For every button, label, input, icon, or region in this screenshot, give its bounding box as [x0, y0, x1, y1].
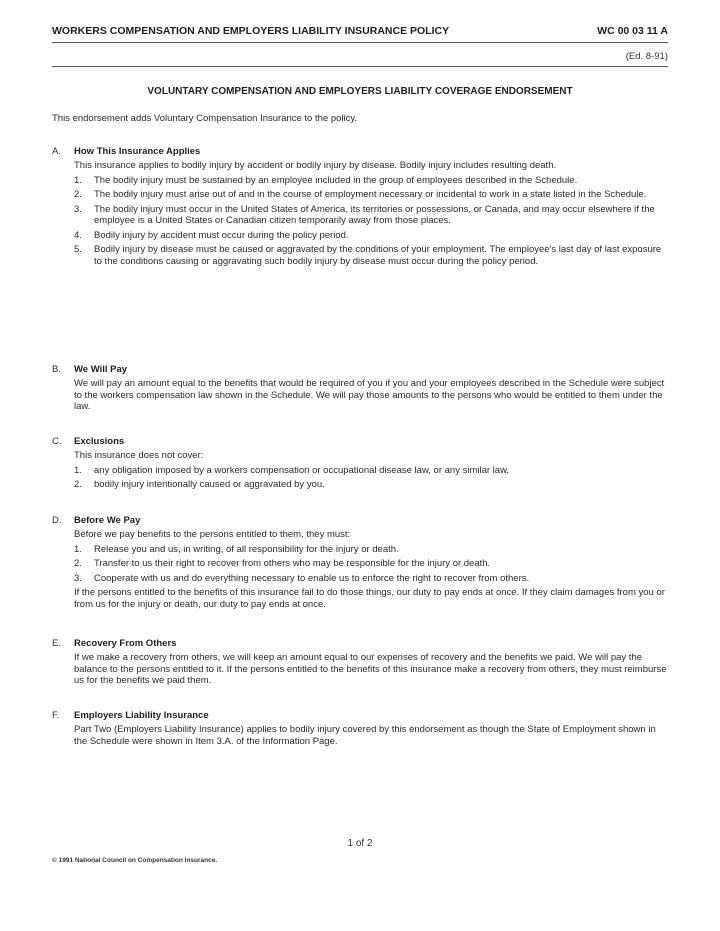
item-number: 2.: [74, 189, 82, 200]
list-item: [74, 175, 668, 187]
list-item: [74, 244, 668, 267]
item-number: 3.: [74, 203, 82, 215]
item-text: Release you and us, in writing, of all responsibility for the injury or death.: [94, 543, 399, 555]
section-a-lead: This insurance applies to bodily injury by accident or bodily injury by disease. Bodily injury includes resulting death.: [74, 160, 557, 171]
section-e: [52, 638, 668, 687]
list-item: [74, 544, 668, 556]
item-number: 1.: [74, 464, 82, 476]
section-d: [52, 515, 668, 610]
section-f: [52, 710, 668, 747]
intro-text: This endorsement adds Voluntary Compensation Insurance to the policy.: [52, 113, 358, 124]
item-text: Bodily injury by accident must occur during the policy period.: [94, 229, 349, 241]
page-header: [52, 25, 668, 39]
section-f-text: Part Two (Employers Liability Insurance) applies to bodily injury covered by this endorsement as though the State of Employment shown in the Schedule were shown in Item 3.A. of the Information Page.: [74, 724, 656, 747]
item-number: 5.: [74, 244, 82, 255]
section-title: Employers Liability Insurance: [74, 710, 209, 721]
section-title: How This Insurance Applies: [74, 146, 201, 157]
item-text: The bodily injury must arise out of and in the course of employment necessary or incidental to work in a state listed in the Schedule.: [94, 189, 647, 200]
section-title: We Will Pay: [74, 364, 128, 375]
section-b: [52, 364, 668, 413]
section-a: [52, 146, 668, 267]
copyright-notice: © 1991 National Council on Compensation Insurance.: [52, 857, 218, 864]
section-c-heading: [52, 436, 668, 450]
edition-date: (Ed. 8-91): [625, 51, 668, 62]
section-b-heading: [52, 364, 668, 378]
list-item: [74, 189, 668, 201]
item-text: Bodily injury by disease must be caused or aggravated by the conditions of your employment. The employee's last day of last exposure to the conditions causing or aggravating such bodily injury by disease must occur during the policy period.: [94, 244, 662, 267]
item-text: any obligation imposed by a workers compensation or occupational disease law, or any similar law.: [94, 464, 510, 476]
section-title: Exclusions: [74, 436, 125, 447]
section-b-text: We will pay an amount equal to the benefits that would be required of you if you and your employees described in the Schedule were subject to the workers compensation law shown in the Schedule. We will pay those amounts to the persons who would be entitled to them under the law.: [74, 378, 665, 412]
list-item: [74, 204, 668, 227]
item-text: Transfer to us their right to recover from others who may be responsible for the injury or death.: [94, 558, 491, 569]
section-d-heading: [52, 515, 668, 529]
section-f-heading: [52, 710, 668, 724]
list-item: [74, 465, 668, 477]
item-text: Cooperate with us and do everything necessary to enable us to enforce the right to recover from others.: [94, 572, 530, 584]
list-item: [74, 573, 668, 585]
section-e-heading: [52, 638, 668, 652]
section-title: Before We Pay: [74, 515, 141, 526]
section-d-lead: Before we pay benefits to the persons entitled to them, they must:: [74, 529, 351, 540]
list-item: [74, 479, 668, 491]
section-a-heading: [52, 146, 668, 160]
edition-divider: [52, 66, 668, 67]
section-letter: C.: [52, 436, 62, 447]
section-d-closing: If the persons entitled to the benefits of this insurance fail to do those things, our duty to pay ends at once. If they claim damages from you or from us for the injury or death, our duty to pay ends at once.: [74, 587, 665, 610]
header-divider: [52, 42, 668, 43]
item-text: bodily injury intentionally caused or aggravated by you.: [94, 479, 325, 490]
policy-title: WORKERS COMPENSATION AND EMPLOYERS LIABILITY INSURANCE POLICY: [52, 25, 450, 37]
section-letter: B.: [52, 364, 61, 375]
item-number: 1.: [74, 543, 82, 555]
list-item: [74, 558, 668, 570]
list-item: [74, 230, 668, 242]
item-number: 1.: [74, 174, 82, 186]
item-text: The bodily injury must be sustained by an employee included in the group of employees described in the Schedule.: [94, 174, 578, 186]
item-number: 2.: [74, 479, 82, 490]
page-number: 1 of 2: [347, 838, 373, 849]
section-letter: F.: [52, 710, 60, 721]
item-number: 3.: [74, 572, 82, 584]
section-title: Recovery From Others: [74, 638, 177, 649]
item-text: The bodily injury must occur in the United States of America, its territories or possessions, or Canada, and may occur elsewhere if the employee is a United States or Canadian citizen temporarily away from those places.: [94, 203, 655, 226]
section-e-text: If we make a recovery from others, we will keep an amount equal to our expenses of recovery and the benefits we paid. We will pay the balance to the persons entitled to it. If the persons entitled to the benefits of this insurance make a recovery from others, they must reimburse us for the benefits we paid them.: [74, 652, 667, 686]
section-letter: A.: [52, 146, 61, 157]
section-c-lead: This insurance does not cover:: [74, 450, 204, 461]
section-c: [52, 436, 668, 491]
item-number: 2.: [74, 558, 82, 569]
endorsement-title: VOLUNTARY COMPENSATION AND EMPLOYERS LIABILITY COVERAGE ENDORSEMENT: [147, 86, 573, 97]
form-number: WC 00 03 11 A: [597, 25, 668, 37]
section-letter: E.: [52, 638, 61, 649]
item-number: 4.: [74, 229, 82, 241]
section-letter: D.: [52, 515, 62, 526]
